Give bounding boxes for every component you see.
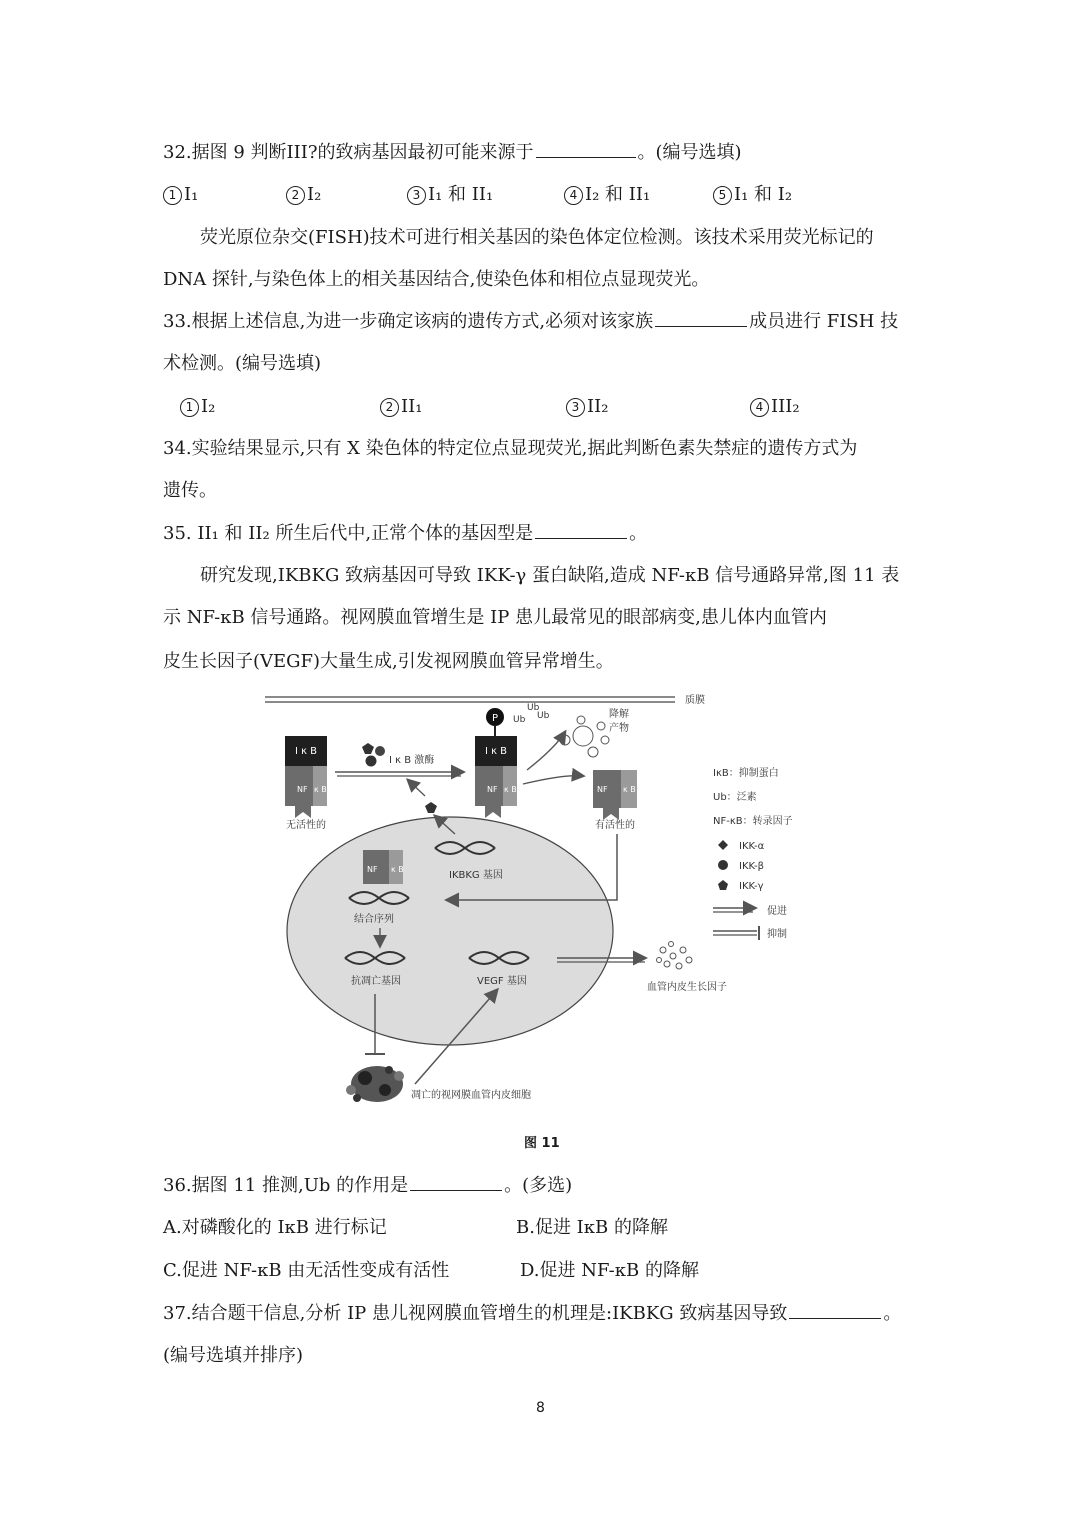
phosphorylated-complex xyxy=(475,708,517,818)
q32-option-5: 5 I₁ 和 I₂ xyxy=(713,183,792,207)
degradation-label-1: 降解 xyxy=(609,709,629,720)
ub-label-2: Ub xyxy=(527,703,540,713)
q34-stem-line1: 34.实验结果显示,只有 X 染色体的特定位点显现荧光,据此判断色素失禁症的遗传方式为 xyxy=(163,438,858,459)
q37-stem: 37.结合题干信息,分析 IP 患儿视网膜血管增生的机理是:IKBKG 致病基因导致 。 xyxy=(163,1303,902,1324)
active-nf-label: NF xyxy=(597,785,608,794)
membrane-label: 质膜 xyxy=(685,695,705,706)
active-label: 有活性的 xyxy=(595,820,635,831)
vegf-gene-label: VEGF 基因 xyxy=(477,976,527,987)
legend-ikb: IκB：抑制蛋白 xyxy=(713,768,779,779)
inactive-kb-label: κ B xyxy=(314,785,327,794)
ub-label-3: Ub xyxy=(537,711,550,721)
q36-option-b: B.促进 IκB 的降解 xyxy=(516,1217,668,1238)
inactive-ikb-label: I κ B xyxy=(294,746,318,757)
figure-11-nfkb-pathway xyxy=(265,688,820,1118)
q33-option-1: 1 I₂ xyxy=(180,395,215,419)
ikk-gamma-shape xyxy=(425,802,437,813)
legend-nfkb: NF-κB：转录因子 xyxy=(713,816,793,827)
nuclear-nf-label: NF xyxy=(367,865,378,874)
q37-stem-line2: (编号选填并排序) xyxy=(163,1345,304,1366)
degradation-products xyxy=(560,716,609,757)
research-paragraph-line1: 研究发现,IKBKG 致病基因可导致 IKK-γ 蛋白缺陷,造成 NF-κB 信号通路异常,图 11 表 xyxy=(200,565,900,586)
legend-ikk-beta: IKK-β xyxy=(739,861,765,872)
q32-option-2: 2 I₂ xyxy=(286,183,321,207)
cell-membrane xyxy=(265,697,675,702)
vegf-factor-label: 血管内皮生长因子 xyxy=(647,982,727,993)
binding-sequence-label: 结合序列 xyxy=(354,914,394,925)
q37-answer-blank[interactable] xyxy=(789,1302,881,1319)
q33-option-4: 4 III₂ xyxy=(750,395,800,419)
anti-apoptosis-label: 抗凋亡基因 xyxy=(351,976,401,987)
legend-ikk-alpha: IKK-α xyxy=(739,841,765,852)
figure-caption: 图 11 xyxy=(524,1136,560,1151)
q35-stem: 35. II₁ 和 II₂ 所生后代中,正常个体的基因型是 。 xyxy=(163,523,648,544)
active-nfkb xyxy=(593,770,637,820)
legend-promote: 促进 xyxy=(767,906,787,917)
legend-ikk-beta-icon xyxy=(718,860,728,870)
q33-option-2: 2 II₁ xyxy=(380,395,422,419)
nucleus xyxy=(287,817,613,1045)
phosphate-label: P xyxy=(491,713,499,724)
vegf-factor-particles xyxy=(657,942,693,970)
q32-option-4: 4 I₂ 和 II₁ xyxy=(564,183,650,207)
arrow-to-degradation xyxy=(527,732,565,770)
legend xyxy=(713,766,793,940)
apoptotic-cells-label: 凋亡的视网膜血管内皮细胞 xyxy=(411,1090,531,1101)
research-paragraph-line2: 示 NF-κB 信号通路。视网膜血管增生是 IP 患儿最常见的眼部病变,患儿体内血管内 xyxy=(163,607,827,628)
fish-paragraph-line2: DNA 探针,与染色体上的相关基因结合,使染色体和相位点显现荧光。 xyxy=(163,269,710,290)
legend-ub: Ub：泛素 xyxy=(713,792,757,803)
legend-inhibit: 抑制 xyxy=(767,929,787,940)
degradation-label-2: 产物 xyxy=(609,723,629,734)
arrow-ikk-to-kinase xyxy=(408,780,425,796)
ikb-kinase-cluster xyxy=(362,743,385,767)
legend-ikk-gamma-icon xyxy=(718,880,728,890)
q35-answer-blank[interactable] xyxy=(535,522,627,539)
q32-option-3: 3 I₁ 和 II₁ xyxy=(407,183,493,207)
arrow-to-active xyxy=(523,776,583,784)
research-paragraph-line3: 皮生长因子(VEGF)大量生成,引发视网膜血管异常增生。 xyxy=(163,651,614,672)
q33-answer-blank[interactable] xyxy=(655,310,747,327)
phospho-ikb-label: I κ B xyxy=(484,746,508,757)
legend-ikk-gamma: IKK-γ xyxy=(739,881,764,892)
page-number: 8 xyxy=(536,1400,545,1416)
q32-stem: 32.据图 9 判断III?的致病基因最初可能来源于 。(编号选填) xyxy=(163,142,742,163)
inactive-label: 无活性的 xyxy=(286,820,326,831)
ikb-kinase-label: I κ B 激酶 xyxy=(389,755,435,766)
q33-stem: 33.根据上述信息,为进一步确定该病的遗传方式,必须对该家族 成员进行 FISH 技 xyxy=(163,311,899,332)
fish-paragraph-line1: 荧光原位杂交(FISH)技术可进行相关基因的染色体定位检测。该技术采用荧光标记的 xyxy=(200,227,874,248)
nuclear-kb-label: κ B xyxy=(391,865,404,874)
active-kb-label: κ B xyxy=(623,785,636,794)
legend-ikk-alpha-icon xyxy=(718,840,728,850)
q36-stem: 36.据图 11 推测,Ub 的作用是 。(多选) xyxy=(163,1175,573,1196)
q36-answer-blank[interactable] xyxy=(410,1174,502,1191)
q36-option-a: A.对磷酸化的 IκB 进行标记 xyxy=(163,1217,387,1238)
apoptotic-cells-cluster xyxy=(346,1066,404,1102)
ub-label-1: Ub xyxy=(513,715,526,725)
ikbkg-gene-label: IKBKG 基因 xyxy=(449,870,503,881)
q33-stem-line2: 术检测。(编号选填) xyxy=(163,353,322,374)
q34-stem-line2: 遗传。 xyxy=(163,480,217,501)
q33-option-3: 3 II₂ xyxy=(566,395,608,419)
q36-option-c: C.促进 NF-κB 由无活性变成有活性 xyxy=(163,1260,450,1281)
q36-option-d: D.促进 NF-κB 的降解 xyxy=(520,1260,699,1281)
q32-answer-blank[interactable] xyxy=(536,141,636,158)
phospho-nf-label: NF xyxy=(487,785,498,794)
inactive-nf-label: NF xyxy=(297,785,308,794)
phospho-kb-label: κ B xyxy=(504,785,517,794)
q32-option-1: 1 I₁ xyxy=(163,183,198,207)
